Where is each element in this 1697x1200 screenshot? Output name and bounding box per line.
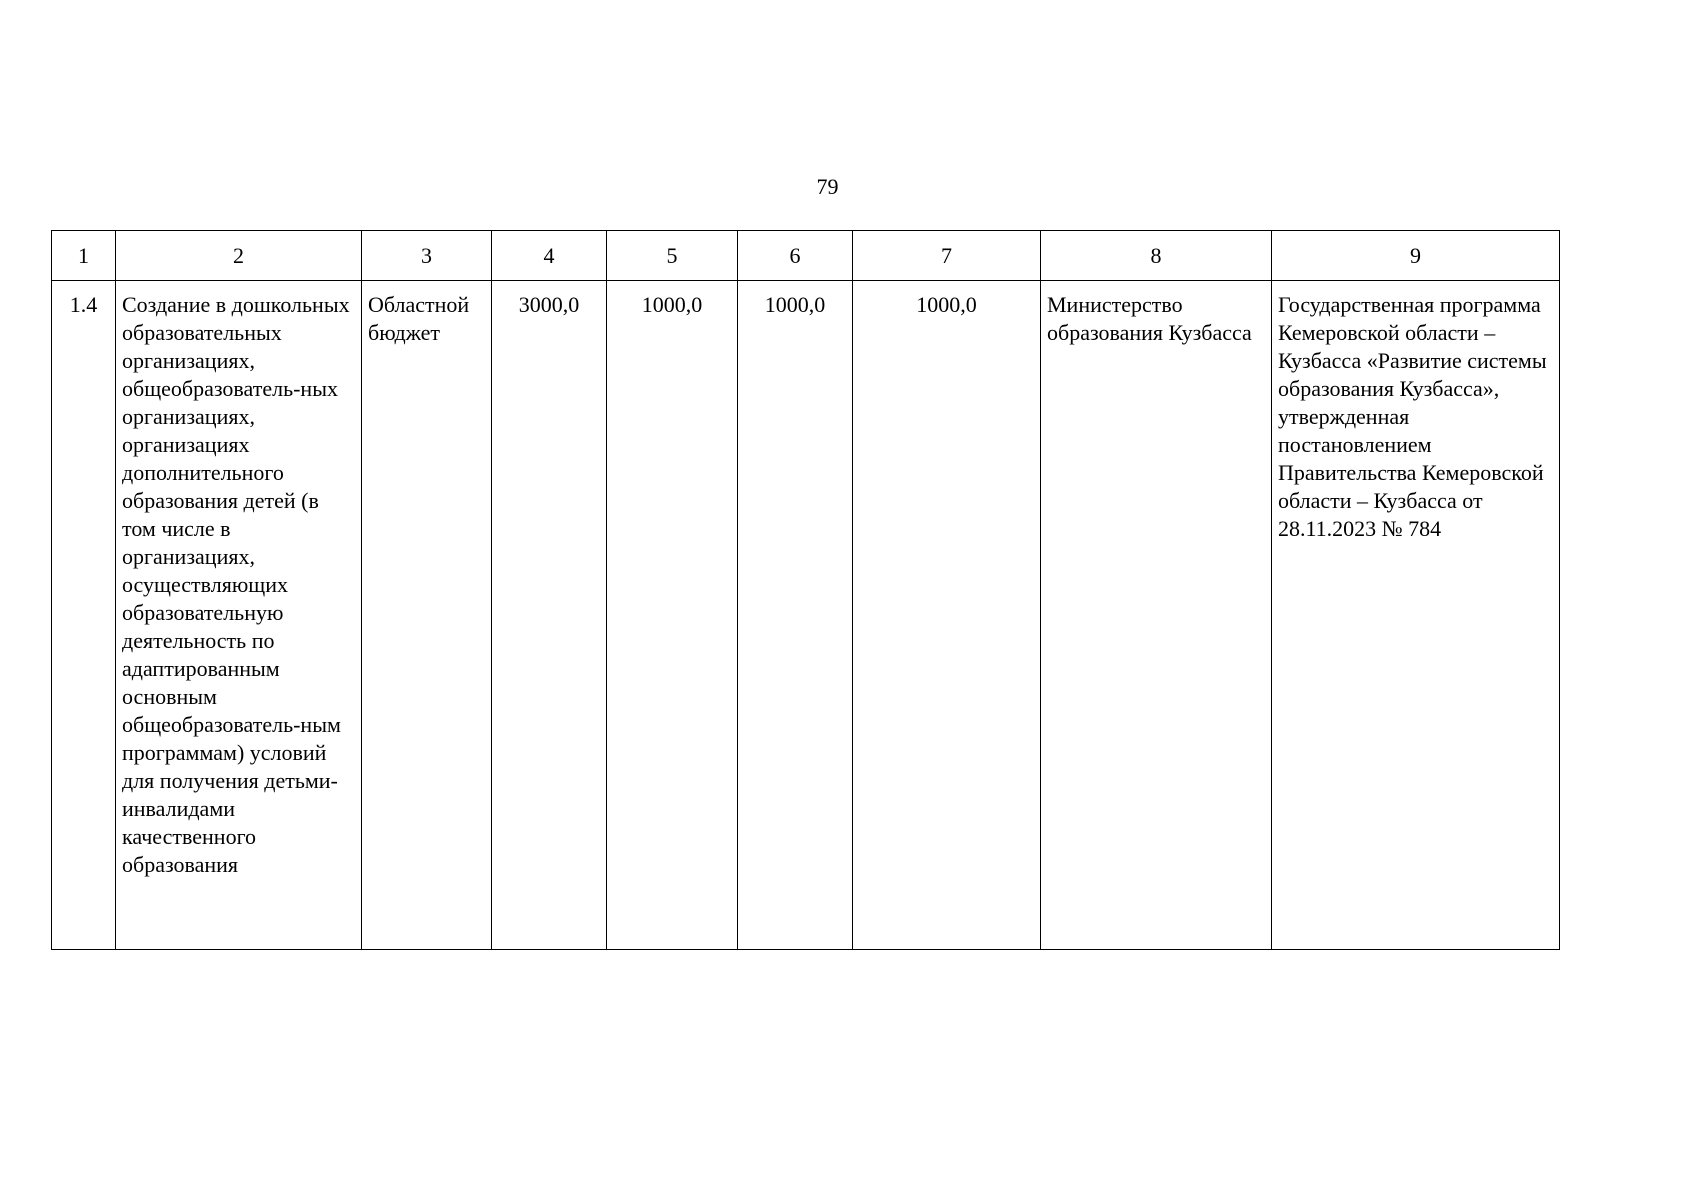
cell-total-amount: 3000,0 <box>492 281 607 950</box>
cell-program-reference: Государственная программа Кемеровской области – Кузбасса «Развитие системы образования Кузбасса», утвержденная постановлением Правительства Кемеровской области – Кузбасса от 28.11.2023 № 784 <box>1272 281 1560 950</box>
cell-responsible-executor: Министерство образования Кузбасса <box>1041 281 1272 950</box>
header-col-3: 3 <box>362 231 492 281</box>
page-number: 79 <box>816 174 839 199</box>
table-row <box>52 281 1560 950</box>
cell-amount-year-3: 1000,0 <box>853 281 1041 950</box>
cell-item-number: 1.4 <box>52 281 116 950</box>
header-col-9: 9 <box>1272 231 1560 281</box>
header-col-8: 8 <box>1041 231 1272 281</box>
cell-activity-description: Создание в дошкольных образовательных организациях, общеобразователь-ных организациях, организациях дополнительного образования детей (в том числе в организациях, осуществляющих образовательную деятельность по адаптированным основным общеобразователь-ным программам) условий для получения детьми-инвалидами качественного образования <box>116 281 362 950</box>
header-col-4: 4 <box>492 231 607 281</box>
table-header-row <box>52 231 1560 281</box>
cell-amount-year-2: 1000,0 <box>738 281 853 950</box>
header-col-7: 7 <box>853 231 1041 281</box>
budget-table <box>51 230 1560 950</box>
header-col-5: 5 <box>607 231 738 281</box>
header-col-6: 6 <box>738 231 853 281</box>
cell-funding-source: Областной бюджет <box>362 281 492 950</box>
header-col-2: 2 <box>116 231 362 281</box>
cell-amount-year-1: 1000,0 <box>607 281 738 950</box>
header-col-1: 1 <box>52 231 116 281</box>
